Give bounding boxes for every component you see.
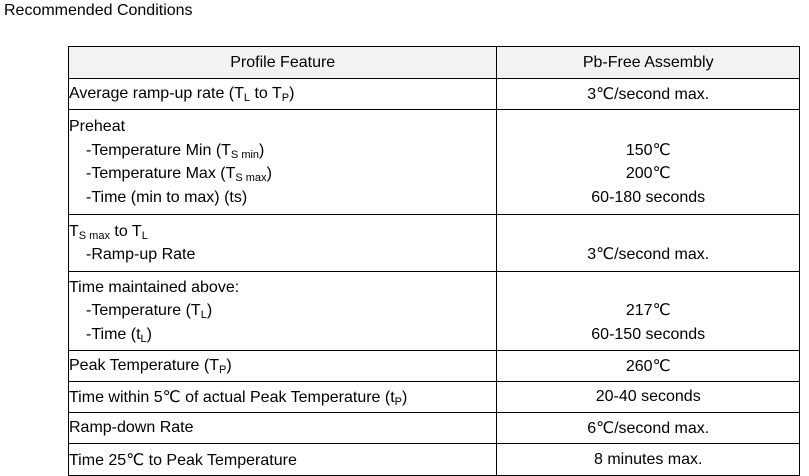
preheat-labels — [69, 110, 497, 215]
maintained-temp-value: 217℃ — [625, 302, 671, 320]
peak-temperature-label: Peak Temperature $(T_P)$ — [69, 351, 497, 382]
ramp-down-label: Ramp-down Rate — [69, 413, 497, 444]
table-row-ramp-down — [69, 413, 800, 444]
ramp-up-label: Average ramp-up rate ($T_L$ to $T_P$) — [69, 79, 497, 110]
time-within-peak-label: Time within 5℃ of actual Peak Temperature $(t_P)$ — [69, 382, 497, 413]
preheat-temp-max-value: 200℃ — [625, 165, 671, 182]
preheat-temp-min-value: 150℃ — [625, 141, 671, 159]
time-maintained-labels — [69, 272, 497, 351]
ramp-up-value: 3℃/second max. — [497, 79, 800, 110]
table-row-preheat — [69, 110, 800, 215]
time-maintained-values — [497, 272, 800, 351]
preheat-temp-max-label: -Temperature Max $(T_{S max})$ — [86, 165, 272, 184]
time-maintained-label: Time maintained above: — [69, 278, 240, 296]
peak-temperature-value: 260℃ — [497, 351, 800, 382]
preheat-values — [497, 110, 800, 215]
table-row-ts-max-to-tl — [69, 215, 800, 272]
preheat-label: Preheat — [69, 118, 126, 135]
table-row-time-to-peak — [69, 444, 800, 476]
preheat-temp-min-label: -Temperature Min $(T_{S min})$ — [86, 141, 265, 161]
ts-max-to-tl-label: $T_{S max}$ to $T_L$ — [69, 222, 148, 242]
time-to-peak-value: 8 minutes max. — [497, 444, 800, 476]
table-row-time-within-peak — [69, 382, 800, 413]
table-row-peak-temperature — [69, 351, 800, 382]
table-row-ramp-up — [69, 79, 800, 110]
header-profile-feature: Profile Feature — [69, 47, 497, 79]
ramp-up-rate-value: 3℃/second max. — [587, 246, 710, 263]
table-row-time-maintained — [69, 272, 800, 351]
recommended-conditions-table — [68, 46, 800, 476]
preheat-time-label: -Time (min to max) (ts) — [86, 188, 248, 206]
maintained-temp-label: -Temperature $(T_L)$ — [86, 302, 213, 322]
ramp-down-value: 6℃/second max. — [497, 413, 800, 444]
preheat-time-value: 60-180 seconds — [591, 188, 706, 206]
time-to-peak-label: Time 25℃ to Peak Temperature — [69, 444, 497, 476]
page-title: Recommended Conditions — [4, 2, 193, 19]
maintained-time-label: -Time $(t_L)$ — [86, 325, 152, 345]
maintained-time-value: 60-150 seconds — [591, 325, 706, 343]
header-pb-free-assembly: Pb-Free Assembly — [497, 47, 800, 79]
ts-max-to-tl-values — [497, 215, 800, 272]
time-within-peak-value: 20-40 seconds — [497, 382, 800, 413]
ts-max-to-tl-labels — [69, 215, 497, 272]
ramp-up-rate-label: -Ramp-up Rate — [86, 246, 196, 263]
table-header-row — [69, 47, 800, 79]
